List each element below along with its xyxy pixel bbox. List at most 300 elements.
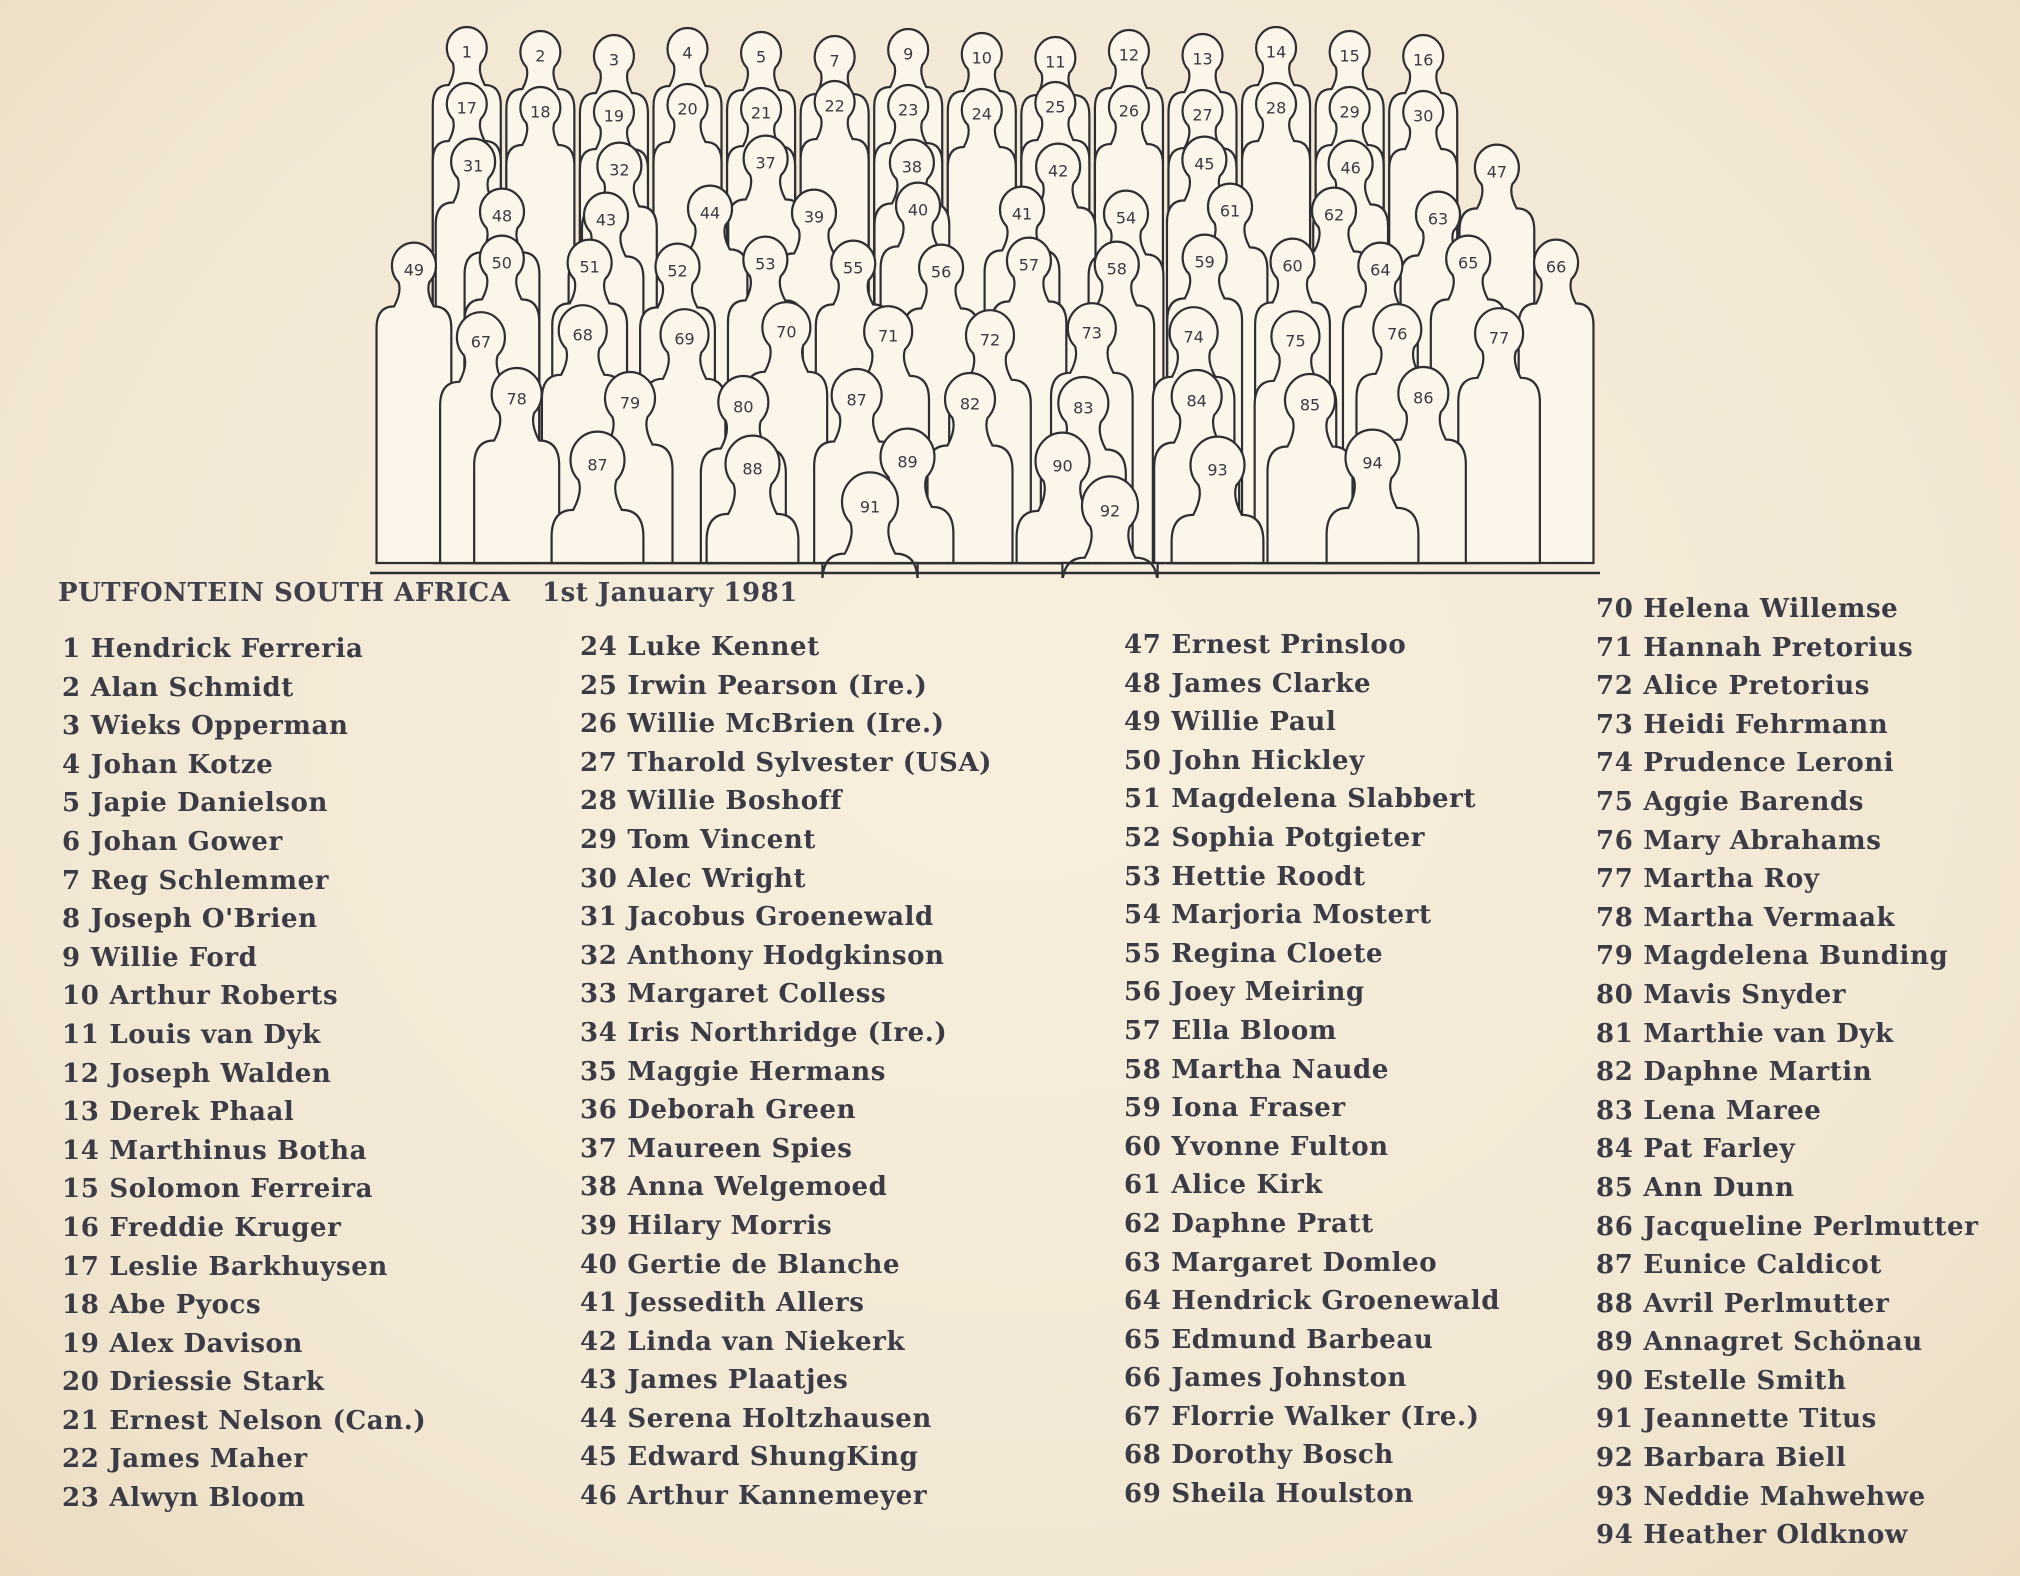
list-item [580,1438,992,1477]
entry-name: Jeannette Titus [1643,1404,1877,1435]
entry-number: 44 [580,1403,618,1434]
entry-number: 42 [580,1326,618,1357]
entry-name: Florrie Walker (Ire.) [1171,1401,1480,1432]
list-item [62,1209,426,1248]
entry-number: 2 [62,672,81,703]
figure-number: 74 [1183,327,1204,347]
figure-number: 21 [750,103,772,123]
list-item [1124,1166,1500,1205]
entry-number: 58 [1124,1054,1162,1085]
entry-number: 34 [580,1017,618,1048]
list-item [1124,1282,1500,1321]
list-item [580,628,992,667]
entry-name: Sheila Houlston [1171,1479,1414,1510]
list-item [1124,626,1500,665]
figure-number: 72 [979,330,1001,350]
entry-number: 79 [1596,941,1634,972]
figure-number: 52 [667,261,688,281]
entry-name: Linda van Niekerk [627,1326,906,1357]
entry-number: 38 [580,1172,618,1203]
list-item [62,1170,426,1209]
caption-date: 1st January 1981 [541,578,798,608]
figure-number: 71 [878,326,899,346]
entry-number: 7 [62,865,81,896]
entry-number: 40 [580,1249,618,1280]
figure-number: 91 [859,497,881,517]
figure-number: 10 [971,48,992,68]
group-photo-key-diagram [370,18,1600,578]
list-item [62,1325,426,1364]
entry-number: 73 [1596,709,1634,740]
entry-number: 82 [1596,1057,1634,1088]
entry-number: 24 [580,632,618,662]
list-item [1596,1323,1979,1362]
list-item [1124,1436,1500,1475]
entry-name: Freddie Kruger [109,1212,342,1243]
entry-number: 43 [580,1365,618,1396]
list-item [1124,1051,1500,1090]
entry-name: Martha Vermaak [1643,902,1896,933]
figure-number: 65 [1458,253,1479,273]
entry-name: Willie Boshoff [627,786,843,817]
figure-number: 77 [1488,328,1510,348]
figure-number: 37 [755,153,776,173]
entry-name: Hendrick Groenewald [1171,1286,1500,1317]
entry-name: Tharold Sylvester (USA) [627,747,993,778]
name-column-1 [62,630,426,1518]
entry-name: Anthony Hodgkinson [627,940,945,971]
figure-number: 80 [733,397,754,417]
entry-number: 20 [62,1367,100,1398]
entry-number: 3 [62,711,81,742]
entry-name: Deborah Green [627,1095,857,1126]
list-item [580,1323,992,1362]
figure-number: 49 [403,260,425,280]
list-item [580,821,992,860]
entry-name: Ernest Prinsloo [1171,630,1407,660]
figure-number: 54 [1115,208,1137,228]
entry-name: Joseph Walden [109,1058,332,1089]
entry-number: 77 [1596,864,1634,895]
entry-number: 53 [1124,861,1162,892]
list-item [62,1055,426,1094]
figure-number: 93 [1207,460,1228,480]
figure-number: 60 [1282,256,1303,276]
name-column-2 [580,628,992,1516]
list-item [580,667,992,706]
entry-number: 14 [62,1135,100,1166]
figure-number: 79 [619,393,641,413]
list-item [62,939,426,978]
entry-name: Avril Perlmutter [1643,1288,1890,1319]
list-item [580,1361,992,1400]
entry-name: Jessedith Allers [627,1288,865,1319]
entry-name: Alice Kirk [1171,1170,1323,1201]
entry-number: 66 [1124,1363,1162,1394]
entry-number: 91 [1596,1404,1634,1435]
entry-number: 30 [580,863,618,894]
figure-number: 48 [491,206,513,226]
list-item [1124,1128,1500,1167]
entry-name: James Clarke [1171,668,1372,699]
entry-number: 83 [1596,1095,1634,1126]
entry-number: 49 [1124,707,1162,738]
entry-name: Aggie Barends [1643,786,1864,817]
entry-number: 70 [1596,594,1634,624]
entry-name: Daphne Martin [1643,1057,1873,1088]
entry-name: Marjoria Mostert [1171,900,1432,931]
list-item [580,937,992,976]
figure-number: 92 [1099,501,1121,521]
entry-name: James Plaatjes [627,1365,849,1396]
entry-name: Daphne Pratt [1171,1208,1374,1239]
list-item [1124,665,1500,704]
figure-number: 14 [1265,42,1287,62]
figure-number: 25 [1045,97,1066,117]
list-item [580,744,992,783]
list-item [1124,1475,1500,1514]
entry-name: Iona Fraser [1171,1093,1346,1124]
figure-number: 76 [1387,324,1408,344]
entry-name: Jacqueline Perlmutter [1643,1211,1979,1242]
figure-number: 66 [1545,257,1567,277]
entry-number: 78 [1596,902,1634,933]
figure-number: 40 [907,200,929,220]
entry-name: Margaret Domleo [1171,1247,1438,1278]
list-item [62,1479,426,1518]
entry-name: Dorothy Bosch [1171,1440,1394,1471]
entry-name: Annagret Schönau [1643,1327,1923,1358]
entry-name: Solomon Ferreira [109,1174,374,1205]
entry-number: 61 [1124,1170,1162,1201]
entry-number: 15 [62,1174,100,1205]
list-item [1596,899,1979,938]
entry-number: 23 [62,1483,100,1514]
entry-number: 71 [1596,632,1634,663]
figure-number: 69 [674,329,695,349]
name-column-3 [1124,626,1500,1514]
list-item [1124,1398,1500,1437]
list-item [1596,1400,1979,1439]
list-item [1596,590,1979,629]
entry-name: Yvonne Fulton [1171,1131,1389,1162]
entry-name: Derek Phaal [109,1097,295,1128]
entry-number: 72 [1596,671,1634,702]
entry-number: 88 [1596,1288,1634,1319]
figure-number: 4 [682,43,693,63]
list-item [1596,1285,1979,1324]
figure-number: 2 [535,46,546,66]
entry-number: 54 [1124,900,1162,931]
entry-number: 48 [1124,668,1162,699]
figure-number: 9 [903,44,914,64]
entry-number: 50 [1124,745,1162,776]
entry-number: 39 [580,1210,618,1241]
entry-name: Maureen Spies [627,1133,853,1164]
entry-name: Pat Farley [1643,1134,1796,1165]
entry-name: Arthur Kannemeyer [627,1481,928,1512]
list-item [580,1477,992,1516]
list-item [62,669,426,708]
entry-number: 18 [62,1290,100,1321]
figure-number: 3 [608,50,620,70]
figure-number: 13 [1192,49,1213,69]
figure-number: 62 [1323,205,1345,225]
list-item [1596,1478,1979,1517]
figure-number: 53 [755,254,776,274]
entry-number: 32 [580,940,618,971]
list-item [62,862,426,901]
list-item [62,1402,426,1441]
entry-number: 89 [1596,1327,1634,1358]
entry-number: 62 [1124,1208,1162,1239]
entry-name: Marthinus Botha [109,1135,368,1166]
entry-name: Iris Northridge (Ire.) [627,1017,948,1048]
figure-number: 84 [1186,391,1207,411]
entry-number: 57 [1124,1015,1162,1046]
entry-number: 59 [1124,1093,1162,1124]
entry-number: 55 [1124,938,1162,969]
figure-number: 86 [1413,388,1434,408]
list-item [580,860,992,899]
entry-name: Sophia Potgieter [1171,822,1426,853]
entry-number: 84 [1596,1134,1634,1165]
entry-number: 93 [1596,1481,1634,1512]
figure-number: 73 [1081,323,1102,343]
figure-number: 29 [1339,102,1360,122]
list-item [1596,1092,1979,1131]
figure-number: 1 [461,42,472,62]
figure-number: 24 [971,104,992,124]
list-item [580,1053,992,1092]
entry-name: Edward ShungKing [627,1442,919,1473]
list-item [1124,858,1500,897]
figure-number: 88 [742,459,763,479]
figure-number: 87 [846,390,867,410]
entry-name: Luke Kennet [627,632,820,662]
figure-number: 68 [572,325,593,345]
list-item [580,1246,992,1285]
list-item [580,975,992,1014]
list-item [580,1091,992,1130]
list-item [1596,1439,1979,1478]
list-item [62,707,426,746]
entry-number: 1 [62,634,81,664]
figure-number: 11 [1045,52,1066,72]
list-item [1124,819,1500,858]
figure-number: 42 [1047,161,1069,181]
entry-name: Alec Wright [627,863,807,894]
figure-number: 83 [1073,398,1094,418]
entry-number: 94 [1596,1520,1634,1551]
entry-name: Neddie Mahwehwe [1643,1481,1926,1512]
entry-number: 60 [1124,1131,1162,1162]
entry-name: Johan Gower [90,826,283,857]
list-item [580,1168,992,1207]
entry-number: 19 [62,1328,100,1359]
entry-number: 87 [1596,1250,1634,1281]
entry-name: Willie Paul [1171,707,1337,738]
list-item [580,898,992,937]
entry-number: 10 [62,981,100,1012]
entry-name: Hettie Roodt [1171,861,1366,892]
entry-number: 52 [1124,822,1162,853]
entry-name: Alex Davison [109,1328,303,1359]
entry-number: 45 [580,1442,618,1473]
list-item [580,1207,992,1246]
figure-number: 57 [1018,255,1040,275]
entry-name: Leslie Barkhuysen [109,1251,388,1282]
figure-number: 67 [470,332,492,352]
entry-number: 29 [580,824,618,855]
list-item [62,1132,426,1171]
list-item [1124,780,1500,819]
entry-name: Magdelena Slabbert [1171,784,1477,815]
entry-name: Martha Roy [1643,864,1820,895]
entry-number: 76 [1596,825,1634,856]
entry-name: Ernest Nelson (Can.) [109,1405,427,1436]
entry-number: 85 [1596,1172,1634,1203]
entry-number: 69 [1124,1479,1162,1510]
figure-number: 7 [829,51,840,71]
entry-number: 4 [62,749,81,780]
list-item [1596,706,1979,745]
entry-name: Eunice Caldicot [1643,1250,1882,1281]
entry-name: Estelle Smith [1643,1365,1847,1396]
entry-name: Magdelena Bunding [1643,941,1949,972]
list-item [1124,1321,1500,1360]
list-item [1596,1516,1979,1555]
figure-number: 15 [1339,46,1360,66]
entry-name: Edmund Barbeau [1171,1324,1434,1355]
list-item [580,1400,992,1439]
figure-number: 43 [595,210,617,230]
list-item [1596,822,1979,861]
name-column-4 [1596,590,1979,1555]
entry-number: 92 [1596,1443,1634,1474]
entry-number: 26 [580,709,618,740]
entry-number: 36 [580,1095,618,1126]
figure-number: 87 [587,455,608,475]
figure-number: 45 [1194,154,1215,174]
entry-name: Driessie Stark [109,1367,325,1398]
figure-number: 26 [1118,101,1140,121]
list-item [1596,1208,1979,1247]
list-item [62,1440,426,1479]
entry-number: 6 [62,826,81,857]
figure-number: 78 [506,389,527,409]
list-item [62,900,426,939]
figure-number: 51 [579,257,600,277]
entry-number: 11 [62,1019,100,1050]
entry-name: Mavis Snyder [1643,979,1847,1010]
list-item [580,1014,992,1053]
entry-name: Irwin Pearson (Ire.) [627,670,928,701]
figure-number: 90 [1052,456,1073,476]
figure-number: 22 [824,96,845,116]
entry-number: 5 [62,788,81,819]
entry-name: John Hickley [1171,745,1365,776]
entry-number: 41 [580,1288,618,1319]
entry-name: Joey Meiring [1171,977,1365,1008]
entry-number: 64 [1124,1286,1162,1317]
entry-name: Alwyn Bloom [109,1483,306,1514]
entry-name: Ann Dunn [1643,1172,1795,1203]
figure-number: 89 [897,452,918,472]
list-item [1596,1246,1979,1285]
entry-number: 75 [1596,786,1634,817]
caption [58,578,820,608]
list-item [62,1016,426,1055]
entry-number: 56 [1124,977,1162,1008]
entry-number: 37 [580,1133,618,1164]
list-item [1124,935,1500,974]
list-item [1124,1012,1500,1051]
list-item [1596,860,1979,899]
list-item [1596,783,1979,822]
list-item [1596,629,1979,668]
entry-name: Joseph O'Brien [90,904,318,935]
entry-name: Abe Pyocs [109,1290,262,1321]
entry-name: Arthur Roberts [109,981,339,1012]
list-item [1124,742,1500,781]
list-item [1124,973,1500,1012]
entry-number: 8 [62,904,81,935]
figure-number: 38 [901,157,923,177]
entry-name: Alan Schmidt [90,672,294,703]
figure-number: 61 [1219,201,1241,221]
list-item [1124,1359,1500,1398]
figure-number: 55 [843,258,864,278]
list-item [1596,1169,1979,1208]
entry-name: James Maher [109,1444,308,1475]
figure-number: 59 [1194,252,1215,272]
list-item [1596,1015,1979,1054]
entry-name: Margaret Colless [627,979,887,1010]
figure-number: 23 [898,100,919,120]
figure-number: 64 [1370,260,1391,280]
figure-number: 75 [1285,331,1306,351]
list-item [62,1093,426,1132]
entry-number: 46 [580,1481,618,1512]
figure-number: 63 [1427,209,1449,229]
entry-number: 47 [1124,630,1162,660]
entry-name: Johan Kotze [90,749,274,780]
entry-number: 13 [62,1097,100,1128]
figure-number: 16 [1413,50,1434,70]
caption-place: PUTFONTEIN SOUTH AFRICA [58,578,511,608]
figure-number: 12 [1118,45,1140,65]
entry-number: 28 [580,786,618,817]
figure-number: 70 [776,322,797,342]
figure-number: 44 [699,203,721,223]
entry-name: Jacobus Groenewald [627,902,934,933]
figure-number: 85 [1299,395,1321,415]
entry-name: Hannah Pretorius [1643,632,1914,663]
entry-number: 51 [1124,784,1162,815]
list-item [1124,1244,1500,1283]
list-item [1596,1362,1979,1401]
list-item [62,746,426,785]
figure-number: 5 [755,47,767,67]
entry-number: 27 [580,747,618,778]
list-item [580,705,992,744]
entry-number: 65 [1124,1324,1162,1355]
entry-number: 67 [1124,1401,1162,1432]
entry-name: Heather Oldknow [1643,1520,1908,1551]
list-item [1596,937,1979,976]
figure-number: 30 [1413,106,1434,126]
